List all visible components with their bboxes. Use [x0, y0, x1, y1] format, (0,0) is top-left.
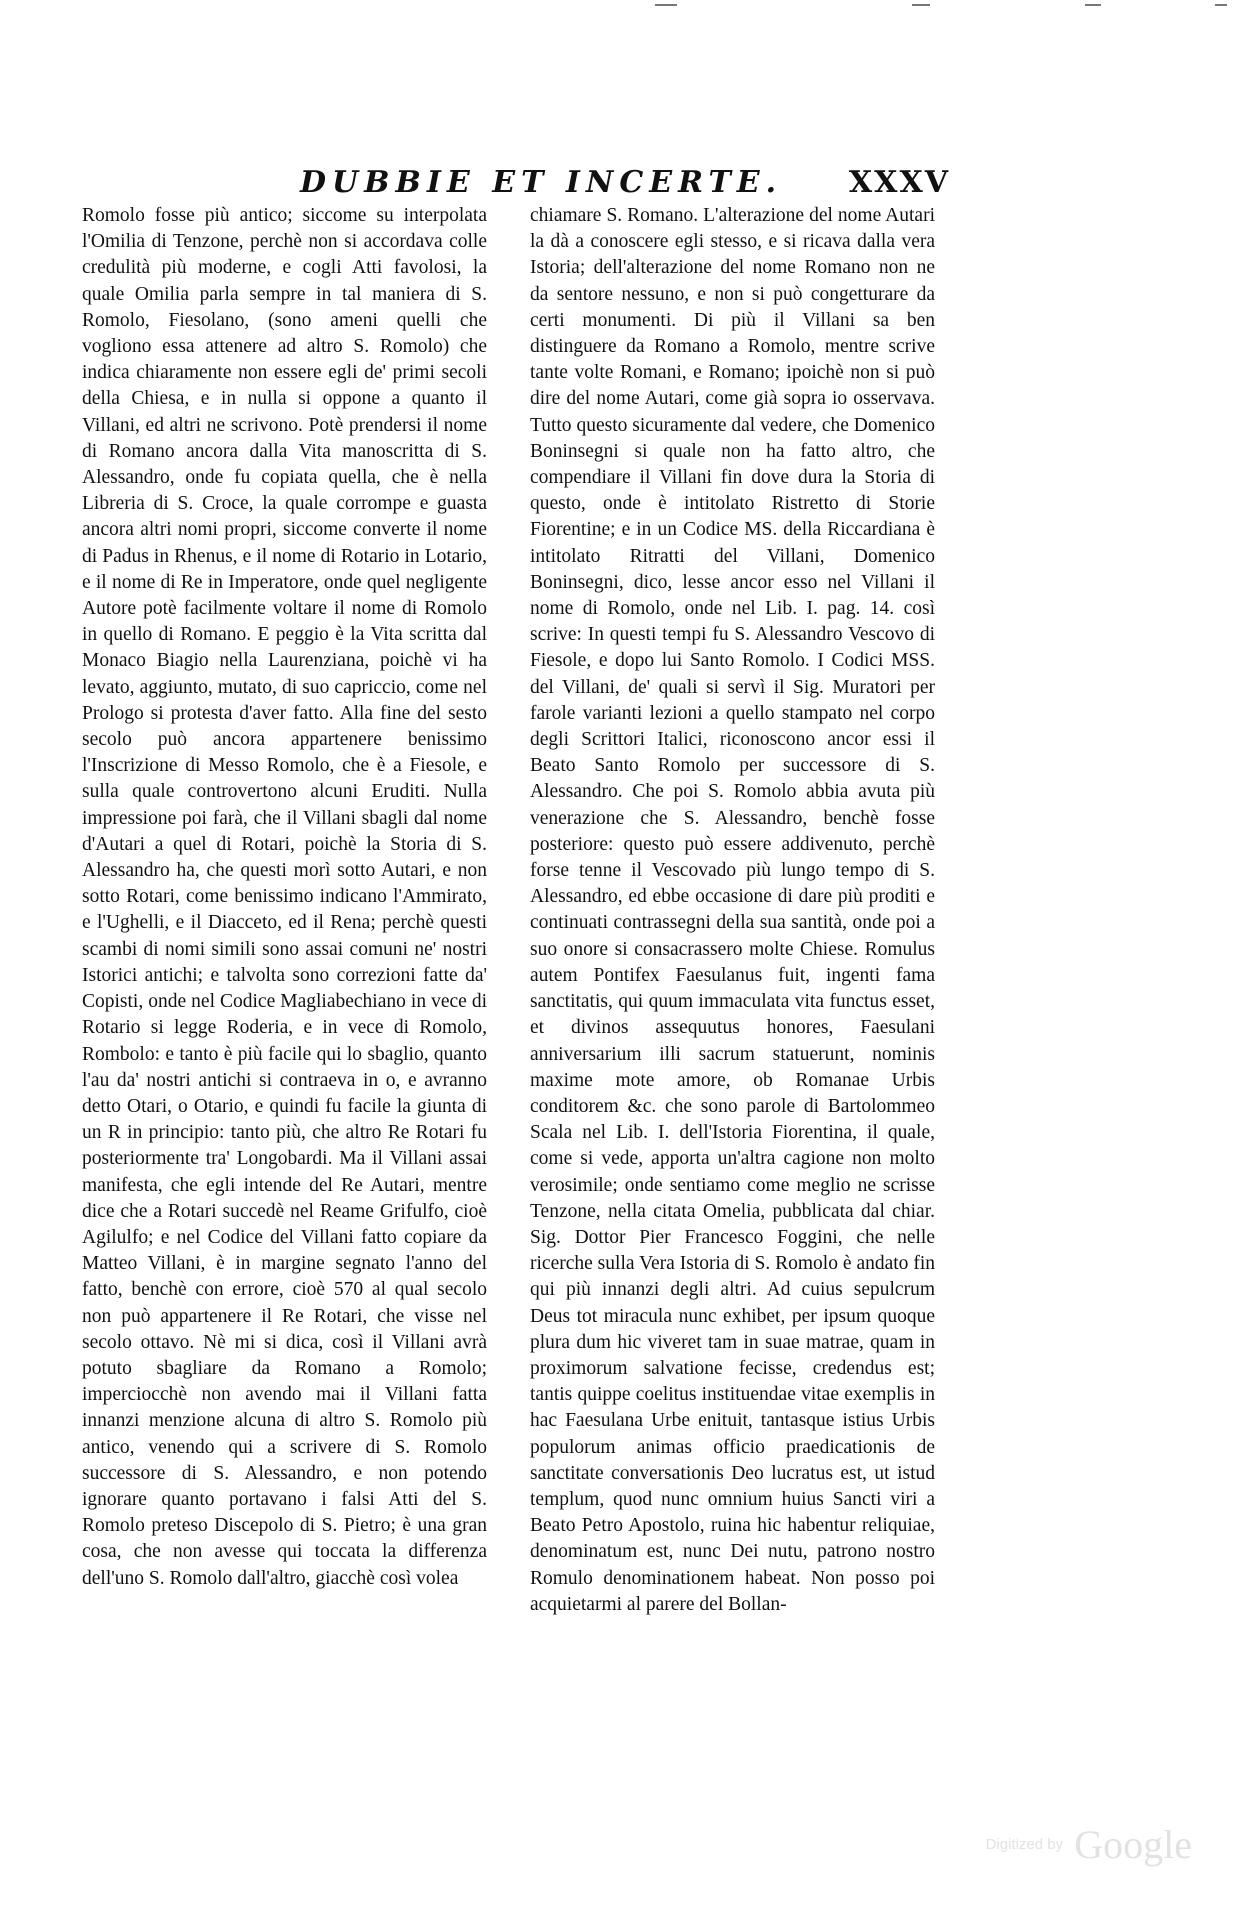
text-column-right	[530, 203, 935, 1618]
text-column-left	[82, 203, 487, 1592]
page-number: XXXV	[848, 165, 950, 200]
digitized-watermark	[986, 1821, 1192, 1868]
scan-mark	[655, 4, 677, 6]
page-header	[300, 165, 950, 205]
scan-mark	[912, 4, 930, 6]
scan-mark	[1215, 4, 1227, 6]
right-column-text: chiamare S. Romano. L'alterazione del nome Autari la dà a conoscere egli stesso, e si ricava dalla vera Istoria; dell'alterazione del nome Romano non ne da sentore nessuno, e non si può congetturare da certi monumenti. Di più il Villani sa ben distinguere da Romano a Romolo, mentre scrive tante volte Romani, e Romano; ipoichè non si può dire del nome Autari, come già sopra io osservava. Tutto questo sicuramente dal vedere, che Domenico Boninsegni si quale non ha fatto altro, che compendiare il Villani fin dove dura la Storia di questo, onde è intitolato Ristretto di Storie Fiorentine; e in un Codice MS. della Riccardiana è intitolato Ritratti del Villani, Domenico Boninsegni, dico, lesse ancor esso nel Villani il nome di Romolo, onde nel Lib. I. pag. 14. così scrive: In questi tempi fu S. Alessandro Vescovo di Fiesole, e dopo lui Santo Romolo. I Codici MSS. del Villani, de' quali si servì il Sig. Muratori per farole varianti lezioni a quello stampato nel corpo degli Scrittori Italici, riconoscono ancor essi il Beato Santo Romolo per successore di S. Alessandro. Che poi S. Romolo abbia avuta più venerazione che S. Alessandro, benchè fosse posteriore: questo può essere addivenuto, perchè forse tenne il Vescovado più lungo tempo di S. Alessandro, ed ebbe occasione di dare più proditi e continuati contrassegni della sua santità, onde poi a suo onore si consacrassero molte Chiese. Romulus autem Pontifex Faesulanus fuit, ingenti fama sanctitatis, qui quum immaculata vita functus esset, et divinos assequutus honores, Faesulani anniversarium illi sacrum statuerunt, nominis maxime mote amore, ob Romanae Urbis conditorem &c. che sono parole di Bartolommeo Scala nel Lib. I. dell'Istoria Fiorentina, il quale, come si vede, apporta un'altra cagione non molto verosimile; onde sentiamo come meglio ne scrisse Tenzone, nella citata Omelia, pubblicata dal chiar. Sig. Dottor Pier Francesco Foggini, che nelle ricerche sulla Vera Istoria di S. Romolo è andato fin qui più innanzi degli altri. Ad cuius sepulcrum Deus tot miracula nunc exhibet, per ipsum quoque plura dum hic viveret tam in suae matrae, quam in proximorum salvatione fecisse, credendus est; tantis quippe coelitus instituendae vitae exemplis in hac Faesulana Urbe enituit, tantasque istius Urbis populorum animas officio praedicationis de sanctitate conversationis Deo lucratus est, ut istud templum, quod nunc omnium huius Sancti viri a Beato Petro Apostolo, ruina hic habentur reliquiae, denominatum est, nunc Dei nutu, patrono nostro Romulo denominationem habeat. Non posso poi acquietarmi al parere del Bollan-	[530, 205, 935, 1615]
scan-mark	[1085, 4, 1101, 6]
running-title: DUBBIE ET INCERTE.	[300, 165, 783, 200]
watermark-small-text: Digitized by	[985, 1836, 1064, 1853]
left-column-text: Romolo fosse più antico; siccome su interpolata l'Omilia di Tenzone, perchè non si accordava colle credulità più moderne, e cogli Atti favolosi, la quale Omilia parla sempre in tal maniera di S. Romolo, Fiesolano, (sono ameni quelli che vogliono essa attenere ad altro S. Romolo) che indica chiaramente non essere egli de' primi secoli della Chiesa, e in nulla si oppone a quanto il Villani, ed altri ne scrivono. Potè prendersi il nome di Romano ancora dalla Vita manoscritta di S. Alessandro, onde fu copiata quella, che è nella Libreria di S. Croce, la quale corrompe e guasta ancora altri nomi propri, siccome converte il nome di Padus in Rhenus, e il nome di Rotario in Lotario, e il nome di Re in Imperatore, onde quel negligente Autore potè facilmente voltare il nome di Romolo in quello di Romano. E peggio è la Vita scritta dal Monaco Biagio nella Laurenziana, poichè vi ha levato, aggiunto, mutato, di suo capriccio, come nel Prologo si protesta d'aver fatto. Alla fine del sesto secolo può ancora appartenere benissimo l'Inscrizione di Messo Romolo, che è a Fiesole, e sulla quale controvertono alcuni Eruditi. Nulla impressione poi farà, che il Villani sbagli dal nome d'Autari a quel di Rotari, poichè la Storia di S. Alessandro ha, che questi morì sotto Autari, e non sotto Rotari, come benissimo indicano l'Ammirato, e l'Ughelli, e il Diacceto, ed il Rena; perchè questi scambi di nomi simili sono assai comuni ne' nostri Istorici antichi; e talvolta sono correzioni fatte da' Copisti, onde nel Codice Magliabechiano in vece di Rotario si legge Roderia, e in vece di Romolo, Rombolo: e tanto è più facile qui lo sbaglio, quanto l'au da' nostri antichi si contraeva in o, e avranno detto Otari, o Otario, e quindi fu facile la giunta di un R in principio: tanto più, che altro Re Rotari fu posteriormente tra' Longobardi. Ma il Villani assai manifesta, che egli intende del Re Autari, mentre dice che a Rotari succedè nel Reame Grifulfo, cioè Agilulfo; e nel Codice del Villani fatto copiare da Matteo Villani, è in margine segnato l'anno del fatto, benchè con errore, cioè 570 al qual secolo non può appartenere il Re Rotari, che visse nel secolo ottavo. Nè mi si dica, così il Villani avrà potuto sbagliare da Romano a Romolo; imperciocchè non avendo mai il Villani fatta innanzi menzione alcuna di altro S. Romolo più antico, venendo qui a scrivere di S. Romolo successore di S. Alessandro, e non potendo ignorare quanto portavano i falsi Atti del S. Romolo preteso Discepolo di S. Pietro; è una gran cosa, che non avesse qui toccata la differenza dell'uno S. Romolo dall'altro, giacchè così volea	[82, 205, 487, 1589]
watermark-logo-text: Google	[1074, 1822, 1192, 1867]
